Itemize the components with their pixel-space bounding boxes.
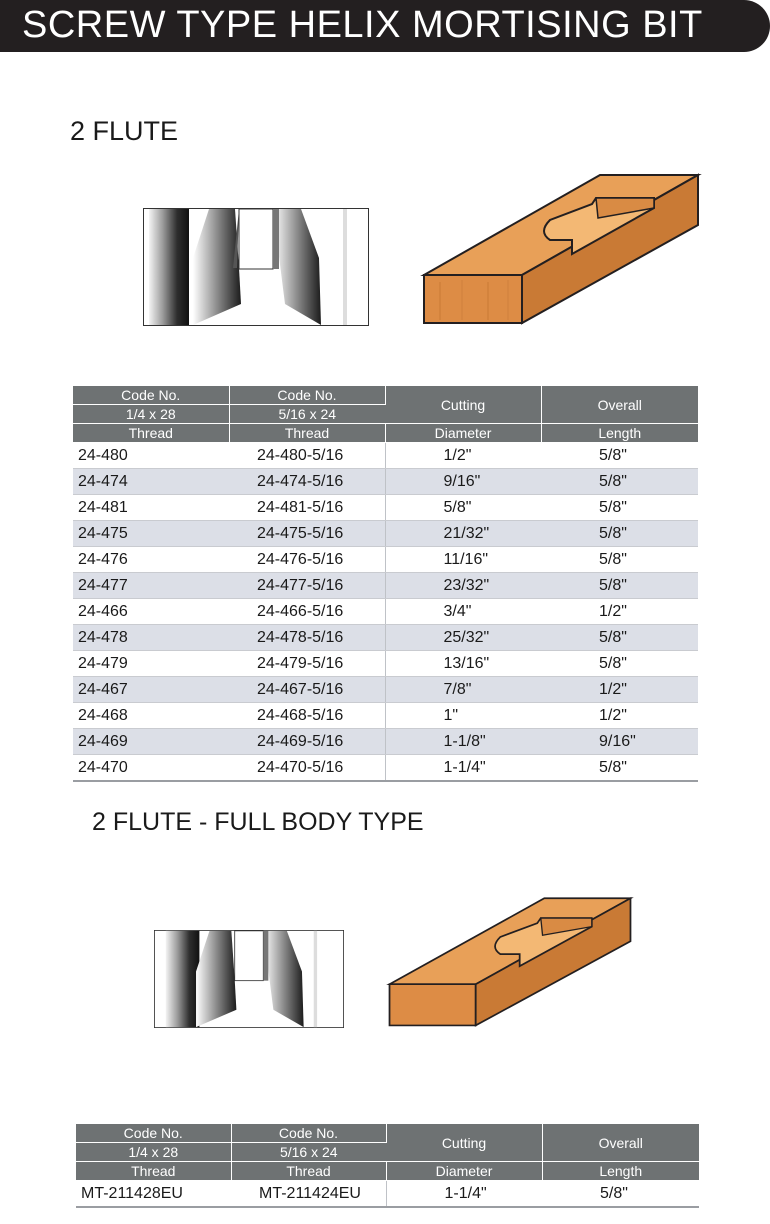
overall-length: 5/8" <box>541 625 698 651</box>
code-1-4: 24-468 <box>73 703 229 729</box>
header-cutting: Cutting <box>386 1124 542 1162</box>
overall-length: 5/8" <box>541 651 698 677</box>
code-5-16: 24-477-5/16 <box>229 573 385 599</box>
table-row <box>73 469 698 495</box>
header-overall: Overall <box>541 386 698 424</box>
cutting-diameter: 13/16" <box>385 651 541 677</box>
code-5-16: 24-479-5/16 <box>229 651 385 677</box>
section-title-full-body: 2 FLUTE - FULL BODY TYPE <box>92 808 424 836</box>
header-thread-size-1: 1/4 x 28 <box>76 1143 231 1162</box>
cutting-diameter: 1" <box>385 703 541 729</box>
header-thread-2: Thread <box>231 1162 386 1181</box>
code-1-4: 24-480 <box>73 443 229 469</box>
cutting-diameter: 3/4" <box>385 599 541 625</box>
code-5-16: 24-466-5/16 <box>229 599 385 625</box>
overall-length: 5/8" <box>542 1181 699 1208</box>
table-row <box>73 573 698 599</box>
code-5-16: MT-211424EU <box>231 1181 386 1208</box>
page-title: SCREW TYPE HELIX MORTISING BIT <box>22 4 703 46</box>
cutting-diameter: 5/8" <box>385 495 541 521</box>
code-5-16: 24-480-5/16 <box>229 443 385 469</box>
overall-length: 5/8" <box>541 755 698 782</box>
header-code-no-1: Code No. <box>73 386 229 405</box>
table-row <box>73 625 698 651</box>
code-5-16: 24-475-5/16 <box>229 521 385 547</box>
overall-length: 9/16" <box>541 729 698 755</box>
header-thread-2: Thread <box>229 424 385 443</box>
code-5-16: 24-478-5/16 <box>229 625 385 651</box>
header-code-no-2: Code No. <box>229 386 385 405</box>
code-1-4: 24-466 <box>73 599 229 625</box>
table-row <box>73 651 698 677</box>
cutting-diameter: 1-1/4" <box>385 755 541 782</box>
code-1-4: 24-478 <box>73 625 229 651</box>
header-length: Length <box>542 1162 699 1181</box>
code-5-16: 24-469-5/16 <box>229 729 385 755</box>
wood-block-mortise-full-body-icon <box>386 894 634 1028</box>
code-1-4: 24-479 <box>73 651 229 677</box>
header-length: Length <box>541 424 698 443</box>
mortising-bit-profile-full-body-icon <box>154 930 344 1028</box>
header-diameter: Diameter <box>385 424 541 443</box>
header-thread-1: Thread <box>76 1162 231 1181</box>
code-1-4: 24-477 <box>73 573 229 599</box>
code-1-4: MT-211428EU <box>76 1181 231 1208</box>
overall-length: 5/8" <box>541 547 698 573</box>
overall-length: 5/8" <box>541 495 698 521</box>
spec-table-full-body <box>76 1124 699 1208</box>
table-row <box>73 521 698 547</box>
code-1-4: 24-469 <box>73 729 229 755</box>
overall-length: 5/8" <box>541 443 698 469</box>
cutting-diameter: 1-1/8" <box>385 729 541 755</box>
cutting-diameter: 25/32" <box>385 625 541 651</box>
title-banner <box>0 0 770 52</box>
header-thread-1: Thread <box>73 424 229 443</box>
table-row <box>73 677 698 703</box>
header-thread-size-2: 5/16 x 24 <box>231 1143 386 1162</box>
table-row <box>73 495 698 521</box>
header-cutting: Cutting <box>385 386 541 424</box>
header-code-no-1: Code No. <box>76 1124 231 1143</box>
wood-block-mortise-icon <box>420 170 702 326</box>
table-row <box>73 729 698 755</box>
code-1-4: 24-470 <box>73 755 229 782</box>
code-1-4: 24-481 <box>73 495 229 521</box>
code-1-4: 24-475 <box>73 521 229 547</box>
code-5-16: 24-476-5/16 <box>229 547 385 573</box>
mortising-bit-profile-icon <box>143 208 369 326</box>
code-5-16: 24-474-5/16 <box>229 469 385 495</box>
overall-length: 1/2" <box>541 677 698 703</box>
header-diameter: Diameter <box>386 1162 542 1181</box>
overall-length: 1/2" <box>541 703 698 729</box>
overall-length: 5/8" <box>541 521 698 547</box>
cutting-diameter: 1/2" <box>385 443 541 469</box>
table-row <box>76 1181 699 1208</box>
code-5-16: 24-467-5/16 <box>229 677 385 703</box>
overall-length: 5/8" <box>541 573 698 599</box>
code-1-4: 24-467 <box>73 677 229 703</box>
header-overall: Overall <box>542 1124 699 1162</box>
cutting-diameter: 9/16" <box>385 469 541 495</box>
code-5-16: 24-481-5/16 <box>229 495 385 521</box>
code-1-4: 24-476 <box>73 547 229 573</box>
table-row <box>73 547 698 573</box>
table-row <box>73 703 698 729</box>
table-row <box>73 755 698 782</box>
cutting-diameter: 11/16" <box>385 547 541 573</box>
header-thread-size-2: 5/16 x 24 <box>229 405 385 424</box>
code-5-16: 24-470-5/16 <box>229 755 385 782</box>
cutting-diameter: 23/32" <box>385 573 541 599</box>
table-row <box>73 443 698 469</box>
spec-table-2-flute <box>73 386 698 782</box>
overall-length: 5/8" <box>541 469 698 495</box>
code-1-4: 24-474 <box>73 469 229 495</box>
cutting-diameter: 7/8" <box>385 677 541 703</box>
section-title-2-flute: 2 FLUTE <box>70 116 179 146</box>
cutting-diameter: 1-1/4" <box>386 1181 542 1208</box>
cutting-diameter: 21/32" <box>385 521 541 547</box>
header-code-no-2: Code No. <box>231 1124 386 1143</box>
overall-length: 1/2" <box>541 599 698 625</box>
header-thread-size-1: 1/4 x 28 <box>73 405 229 424</box>
table-row <box>73 599 698 625</box>
code-5-16: 24-468-5/16 <box>229 703 385 729</box>
